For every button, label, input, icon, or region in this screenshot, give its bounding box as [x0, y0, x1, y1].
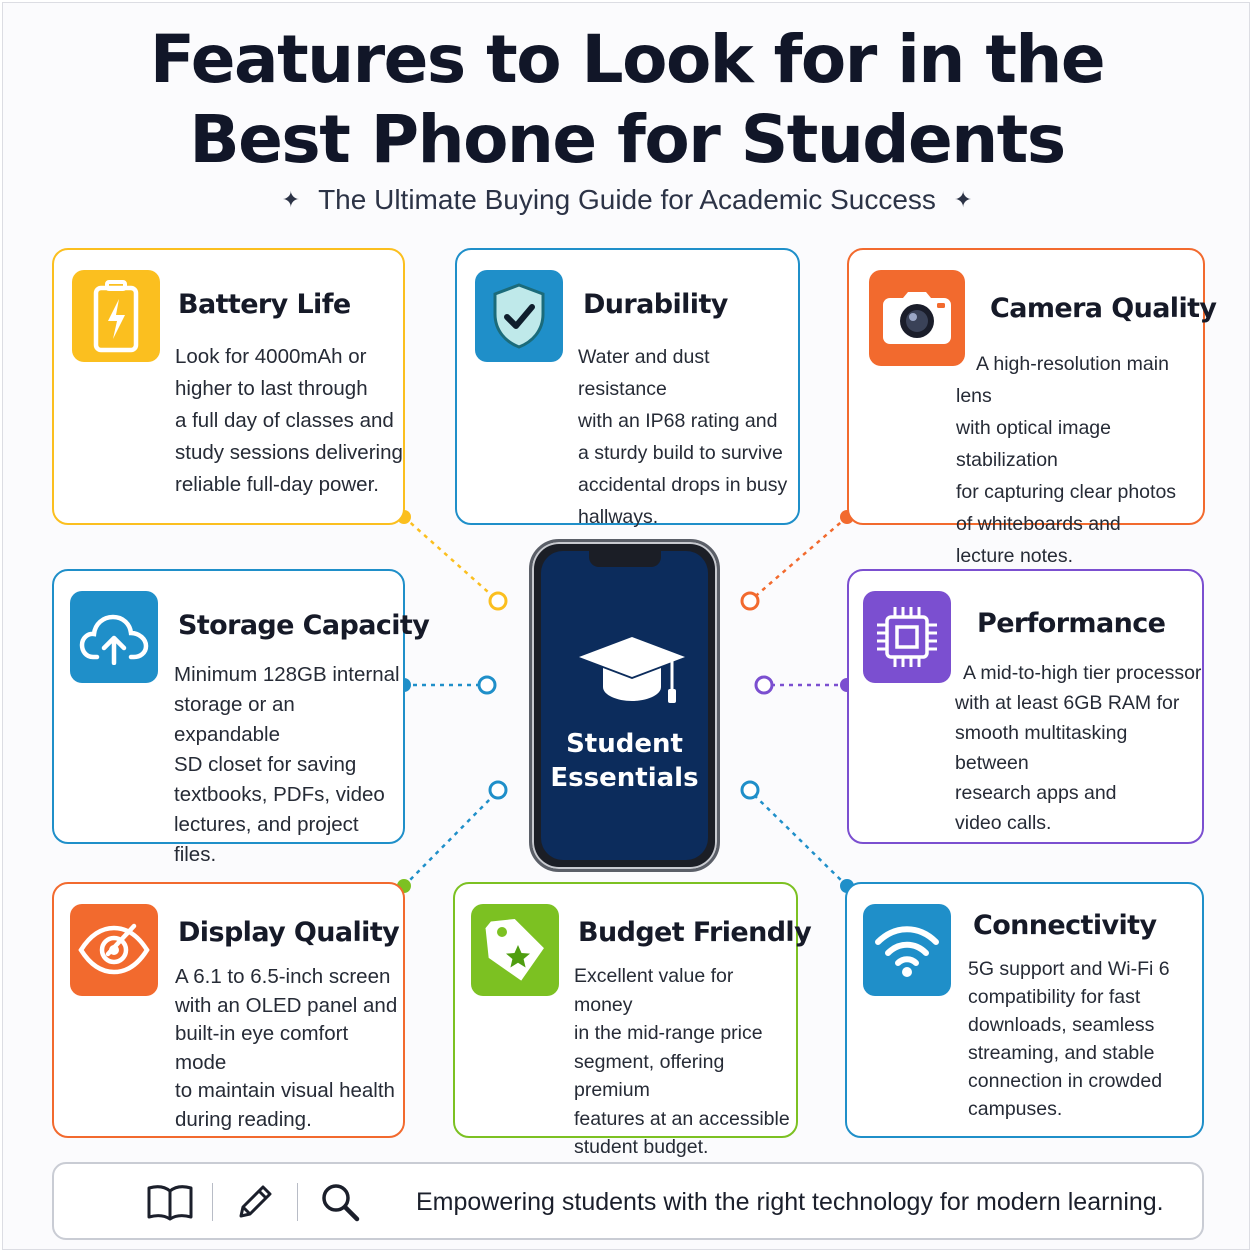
feature-card-connectivity [845, 882, 1204, 1138]
phone-illustration [529, 539, 720, 872]
feature-title: Budget Friendly [578, 917, 812, 948]
battery-icon [72, 270, 160, 362]
footer-divider [212, 1183, 213, 1221]
feature-title: Connectivity [973, 910, 1157, 941]
feature-text: A high-resolution main lens with optical image stabilization for capturing clear photos of whiteboards and lecture notes. [956, 353, 1177, 567]
pencil-icon [231, 1182, 279, 1222]
feature-title: Performance [977, 608, 1166, 639]
footer-text: Empowering students with the right technology for modern learning. [416, 1188, 1164, 1216]
feature-text: Excellent value for money in the mid-range price segment, offering premium features at an accessible student budget. [574, 965, 790, 1158]
subtitle-text: The Ultimate Buying Guide for Academic Success [318, 184, 936, 215]
feature-card-budget-friendly [453, 882, 812, 1158]
feature-text: Water and dust resistance with an IP68 rating and a sturdy build to survive accidental drops in busy hallways. [578, 346, 788, 528]
footer-divider [297, 1183, 298, 1221]
connector-ring-battery [490, 593, 506, 609]
price-tag-star-icon [471, 904, 559, 996]
feature-card-storage-capacity [52, 569, 430, 866]
feature-card-camera-quality [847, 248, 1217, 567]
feature-title: Storage Capacity [178, 610, 430, 641]
feature-card-durability [455, 248, 800, 528]
feature-text: Look for 4000mAh or higher to last through a full day of classes and study sessions delivering reliable full-day power. [175, 345, 403, 496]
connector-ring-camera [742, 593, 758, 609]
feature-title: Camera Quality [990, 293, 1217, 324]
phone-notch [589, 551, 661, 567]
feature-card-display-quality [52, 882, 405, 1138]
shield-check-icon [475, 270, 563, 362]
feature-card-battery-life [52, 248, 405, 525]
connector-ring-connectivity [742, 782, 758, 798]
feature-text: Minimum 128GB internal storage or an expandable SD closet for saving textbooks, PDFs, video lectures, and project files. [174, 663, 400, 866]
footer-icons [146, 1182, 364, 1222]
processor-chip-icon [863, 591, 951, 683]
eye-icon [70, 904, 158, 996]
footer-banner [52, 1162, 1204, 1240]
feature-text: 5G support and Wi-Fi 6 compatibility for fast downloads, seamless streaming, and stable connection in crowded campuses. [968, 958, 1170, 1120]
feature-card-performance [847, 569, 1204, 844]
graduation-cap-icon [577, 633, 687, 713]
connector-ring-performance [756, 677, 772, 693]
connector-ring-display [490, 782, 506, 798]
feature-title: Display Quality [178, 917, 400, 948]
feature-text: A mid-to-high tier processor with at least 6GB RAM for smooth multitasking between research apps and video calls. [955, 662, 1202, 834]
wifi-icon [863, 904, 951, 996]
page-title-line1: Features to Look for in the [149, 21, 1105, 98]
connector-connectivity [750, 791, 847, 886]
sparkle-icon: ✦ [953, 187, 973, 212]
magnifier-icon [316, 1182, 364, 1222]
feature-title: Battery Life [178, 289, 351, 320]
feature-title: Durability [583, 289, 728, 320]
sparkle-icon: ✦ [281, 187, 301, 212]
camera-icon [869, 270, 965, 366]
phone-screen [541, 551, 708, 860]
feature-text: A 6.1 to 6.5-inch screen with an OLED panel and built-in eye comfort mode to maintain visual health during reading. [175, 965, 398, 1131]
book-icon [146, 1182, 194, 1222]
cloud-upload-icon [70, 591, 158, 683]
connector-ring-storage [479, 677, 495, 693]
connector-display [404, 791, 498, 886]
phone-label: Student Essentials [550, 729, 699, 793]
connector-battery [404, 517, 497, 600]
page-title-line2: Best Phone for Students [189, 101, 1065, 178]
